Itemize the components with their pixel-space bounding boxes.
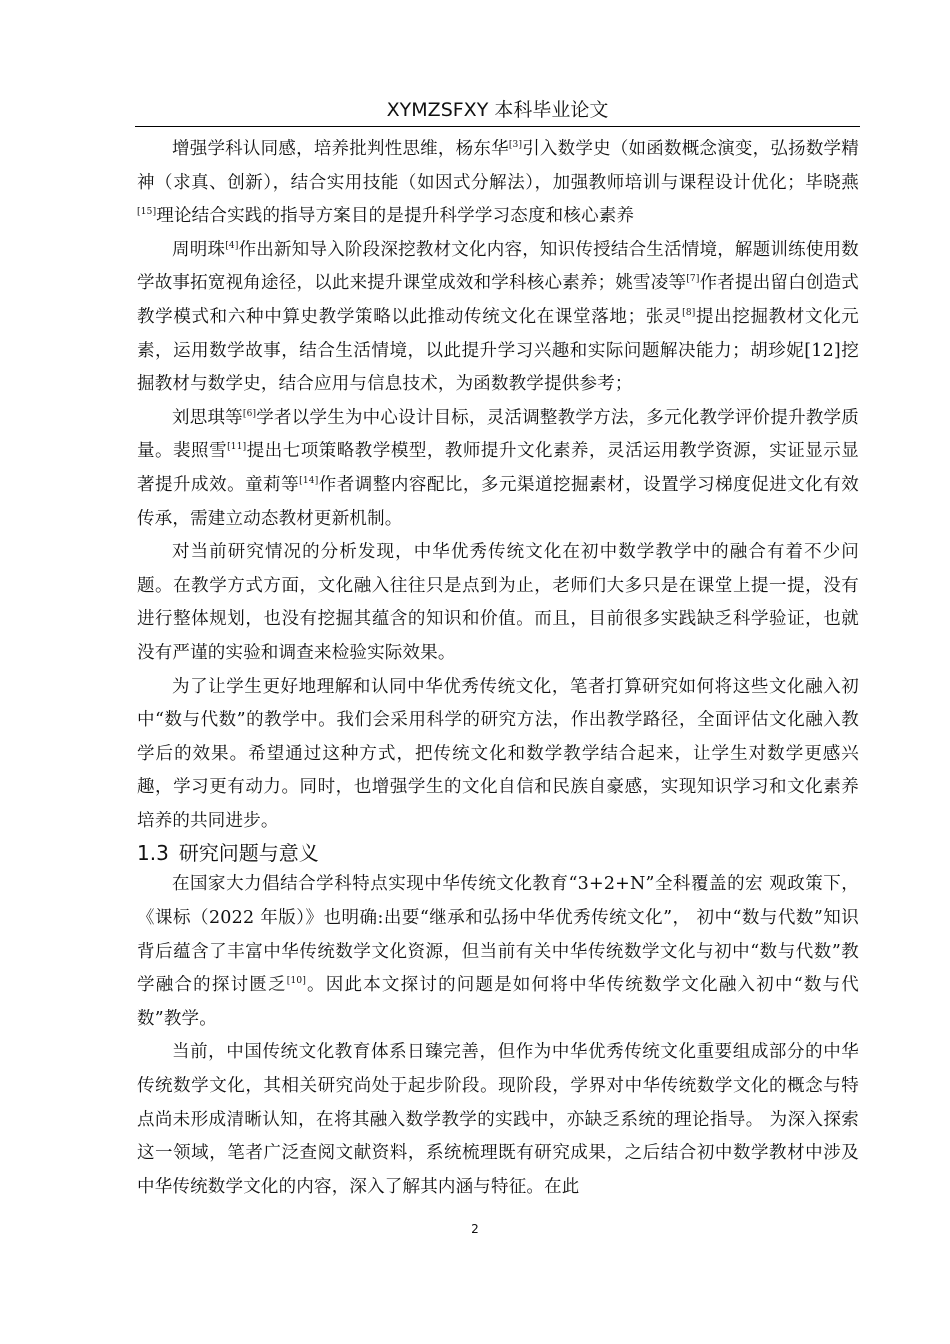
text-run: 当前，中国传统文化教育体系日臻完善，但作为中华优秀传统文化重要组成部分的中华传统数学文化，其相关研究尚处于起步阶段。现阶段，学界对中华传统数学文化的概念与特点尚未形成清晰认知，在将其融入数学教学的实践中，亦缺乏系统的理论指导。 为深入探索这一领域，笔者广泛查阅文献资料，系统梳理既有研究成果，之后结合初中数学教材中涉及中华传统数学文化的内容，深入了解其内涵与特征。在此 (137, 1042, 859, 1197)
citation-ref: [7] (686, 274, 700, 285)
body-paragraph (137, 536, 859, 670)
page-body (137, 133, 859, 1204)
header-title: XYMZSFXY 本科毕业论文 (386, 99, 609, 121)
text-run: 为了让学生更好地理解和认同中华优秀传统文化，笔者打算研究如何将这些文化融入初中“数与代数”的教学中。我们会采用科学的研究方法，作出教学路径，全面评估文化融入教学后的效果。希望通过这种方式，把传统文化和数学教学结合起来，让学生对数学更感兴趣，学习更有动力。同时，也增强学生的文化自信和民族自豪感，实现知识学习和文化素养培养的共同进步。 (137, 676, 859, 831)
text-run: 提出挖掘教材文化元素，运用数学故事，结合生活情境，以此提升学习兴趣和实际问题解决能力；胡珍妮[12]挖掘教材与数学史，结合应用与信息技术，为函数教学提供参考； (137, 306, 859, 395)
citation-ref: [4] (225, 240, 239, 251)
citation-ref: [11] (227, 442, 247, 453)
text-run: 学者以学生为中心设计目标，灵活调整教学方法，多元化教学评价提升教学质量。裴照雪 (137, 407, 859, 462)
citation-ref: [6] (242, 408, 257, 419)
text-run: 。因此本文探讨的问题是如何将中华传统数学文化融入初中“数与代数”教学。 (137, 975, 859, 1029)
text-run: 周明珠 (172, 239, 226, 260)
citation-ref: [14] (299, 476, 319, 487)
page-number: 2 (471, 1222, 479, 1236)
citation-ref: [3] (508, 140, 523, 151)
text-run: 在国家大力倡结合学科特点实现中华传统文化教育“3+2+N”全科覆盖的宏 观政策下，《课标（2022 年版）》也明确:出要“继承和弘扬中华优秀传统文化”， 初中“数与代数”知识背后蕴含了丰富中华传统数学文化资源，但当前有关中华传统数学文化与初中“数与代数”教学融合的探讨匮乏 (137, 874, 859, 996)
text-run: 作者调整内容配比，多元渠道挖掘素材，设置学习梯度促进文化有效传承，需建立动态教材更新机制。 (137, 474, 859, 529)
body-paragraph (137, 868, 859, 1036)
section-number: 1.3 (137, 841, 169, 866)
text-run: 作出新知导入阶段深挖教材文化内容，知识传授结合生活情境，解题训练使用数学故事拓宽视角途径，以此来提升课堂成效和学科核心素养；姚雪凌等 (137, 239, 859, 294)
text-run: 引入数学史（如函数概念演变，弘扬数学精神（求真、创新），结合实用技能（如因式分解法），加强教师培训与课程设计优化；毕晓燕 (137, 139, 859, 193)
running-header (135, 96, 860, 127)
text-run: 增强学科认同感，培养批判性思维，杨东华 (172, 139, 509, 159)
body-paragraph (137, 402, 859, 536)
paragraph-group-1 (137, 133, 859, 838)
text-run: 刘思琪等 (172, 407, 243, 428)
section-title: 研究问题与意义 (178, 841, 319, 866)
body-paragraph (137, 1036, 859, 1204)
citation-ref: [15] (137, 207, 157, 218)
body-paragraph (137, 671, 859, 839)
body-paragraph (137, 133, 859, 234)
citation-ref: [10] (286, 976, 307, 987)
text-run: 对当前研究情况的分析发现，中华优秀传统文化在初中数学教学中的融合有着不少问题。在教学方式方面，文化融入往往只是点到为止，老师们大多只是在课堂上提一提，没有进行整体规划，也没有挖掘其蕴含的知识和价值。而且，目前很多实践缺乏科学验证，也就没有严谨的实验和调查来检验实际效果。 (137, 542, 859, 663)
body-paragraph (137, 234, 859, 402)
text-run: 提出七项策略教学模型，教师提升文化素养，灵活运用教学资源，实证显示显著提升成效。童莉等 (137, 441, 859, 495)
citation-ref: [8] (682, 308, 696, 319)
paragraph-group-2 (137, 868, 859, 1204)
text-run: 作者提出留白创造式教学模式和六种中算史教学策略以此推动传统文化在课堂落地；张灵 (137, 273, 859, 327)
section-heading (137, 838, 859, 868)
text-run: 理论结合实践的指导方案目的是提升科学学习态度和核心素养 (156, 206, 635, 227)
